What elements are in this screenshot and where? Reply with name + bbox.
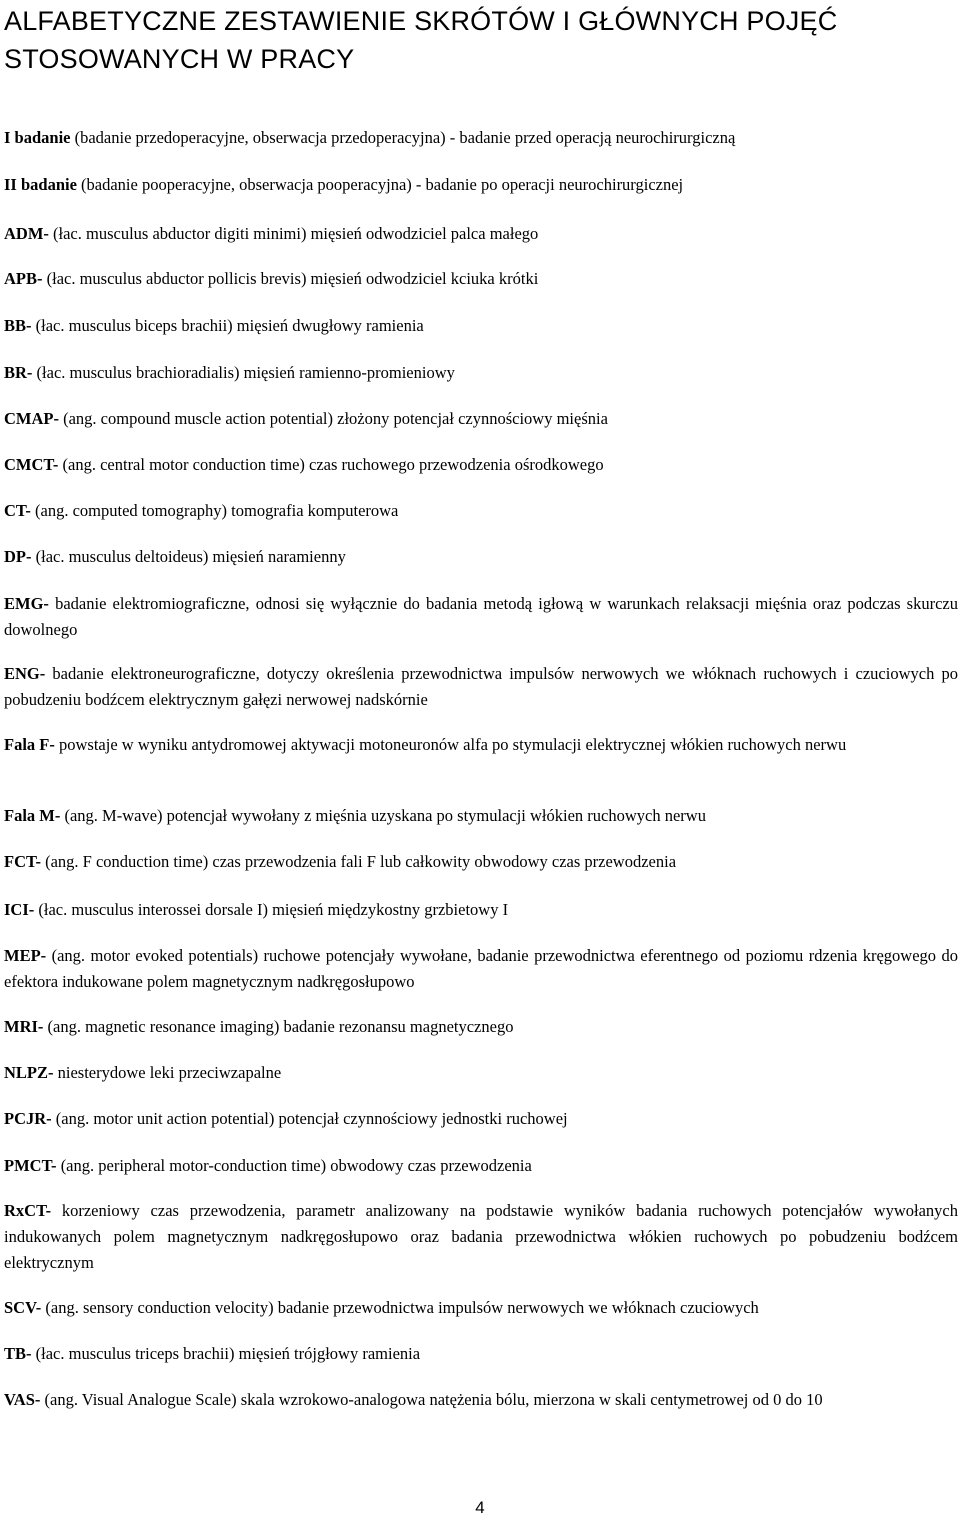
entry-definition: (ang. motor evoked potentials) ruchowe potencjały wywołane, badanie przewodnictwa eferentnego od poziomu rdzenia kręgowego do efektora indukowane polem magnetycznym nadkręgosłupowo	[4, 946, 958, 991]
list-item	[4, 406, 958, 432]
entry-definition: (ang. central motor conduction time) czas ruchowego przewodzenia ośrodkowego	[58, 455, 604, 474]
list-item	[4, 1153, 958, 1179]
entry-term: VAS-	[4, 1390, 41, 1409]
entry-term: NLPZ-	[4, 1063, 54, 1082]
entry-definition: (ang. motor unit action potential) potencjał czynnościowy jednostki ruchowej	[51, 1109, 568, 1128]
entry-term: ICI-	[4, 900, 35, 919]
entry-definition: (ang. magnetic resonance imaging) badanie rezonansu magnetycznego	[43, 1017, 514, 1036]
entry-definition: (ang. compound muscle action potential) złożony potencjał czynnościowy mięśnia	[58, 409, 608, 428]
list-item	[4, 1341, 958, 1367]
entry-term: SCV-	[4, 1298, 42, 1317]
entry-definition: (badanie przedoperacyjne, obserwacja przedoperacyjna) - badanie przed operacją neurochirurgiczną	[70, 128, 736, 147]
entry-term: MRI-	[4, 1017, 44, 1036]
list-item	[4, 221, 958, 247]
entry-term: RxCT-	[4, 1201, 52, 1220]
entry-term: ADM-	[4, 224, 49, 243]
list-item	[4, 544, 958, 570]
entry-definition: (ang. F conduction time) czas przewodzenia fali F lub całkowity obwodowy czas przewodzenia	[40, 852, 677, 871]
entry-definition: badanie elektromiograficzne, odnosi się wyłącznie do badania metodą igłową w warunkach relaksacji mięśnia oraz podczas skurczu dowolnego	[4, 594, 958, 639]
entry-term: DP-	[4, 547, 32, 566]
list-item	[4, 1106, 958, 1132]
entry-term: APB-	[4, 269, 43, 288]
page-number: 4	[475, 1498, 485, 1517]
list-item	[4, 1014, 958, 1040]
entry-definition: powstaje w wyniku antydromowej aktywacji motoneuronów alfa po stymulacji elektrycznej włókien ruchowych nerwu	[54, 735, 847, 754]
entry-definition: (łac. musculus abductor pollicis brevis) mięsień odwodziciel kciuka krótki	[42, 269, 539, 288]
entry-definition: (łac. musculus abductor digiti minimi) mięsień odwodziciel palca małego	[48, 224, 539, 243]
entry-definition: (łac. musculus triceps brachii) mięsień trójgłowy ramienia	[31, 1344, 421, 1363]
entry-term: FCT-	[4, 852, 41, 871]
entry-definition: korzeniowy czas przewodzenia, parametr analizowany na podstawie wyników badania ruchowych potencjałów wywołanych indukowanych polem magnetycznym nadkręgosłupowo oraz badania przewodnictwa włókien ruchowych po pobudzeniu bodźcem elektrycznym	[4, 1201, 958, 1272]
entry-term: CT-	[4, 501, 31, 520]
entry-definition: niesterydowe leki przeciwzapalne	[53, 1063, 282, 1082]
list-item	[4, 360, 958, 386]
entry-definition: (łac. musculus biceps brachii) mięsień dwugłowy ramienia	[31, 316, 424, 335]
list-item	[4, 849, 958, 875]
entry-term: ENG-	[4, 664, 46, 683]
entry-definition: (łac. musculus interossei dorsale I) mięsień międzykostny grzbietowy I	[34, 900, 509, 919]
entry-definition: (ang. M-wave) potencjał wywołany z mięśnia uzyskana po stymulacji włókien ruchowych nerwu	[60, 806, 706, 825]
entry-term: PCJR-	[4, 1109, 52, 1128]
list-item	[4, 452, 958, 478]
entry-term: BB-	[4, 316, 32, 335]
entry-definition: (ang. peripheral motor-conduction time) obwodowy czas przewodzenia	[56, 1156, 532, 1175]
entry-term: Fala M-	[4, 806, 61, 825]
list-item	[4, 1060, 958, 1086]
list-item	[4, 1295, 958, 1321]
entry-definition: (łac. musculus deltoideus) mięsień naramienny	[31, 547, 346, 566]
entry-term: MEP-	[4, 946, 47, 965]
list-item	[4, 172, 958, 198]
entry-term: PMCT-	[4, 1156, 57, 1175]
entry-definition: (ang. computed tomography) tomografia komputerowa	[30, 501, 399, 520]
entry-term: II badanie	[4, 175, 77, 194]
list-item	[4, 803, 958, 829]
list-item	[4, 125, 958, 151]
list-item	[4, 313, 958, 339]
entry-term: EMG-	[4, 594, 49, 613]
list-item	[4, 1198, 958, 1276]
entry-term: CMAP-	[4, 409, 59, 428]
list-item	[4, 897, 958, 923]
entry-term: BR-	[4, 363, 33, 382]
entry-term: Fala F-	[4, 735, 55, 754]
entry-definition: (łac. musculus brachioradialis) mięsień ramienno-promieniowy	[32, 363, 455, 382]
list-item	[4, 591, 958, 643]
entry-term: I badanie	[4, 128, 71, 147]
entry-definition: (badanie pooperacyjne, obserwacja pooperacyjna) - badanie po operacji neurochirurgicznej	[76, 175, 684, 194]
entry-term: TB-	[4, 1344, 32, 1363]
list-item	[4, 498, 958, 524]
list-item	[4, 1387, 958, 1413]
list-item	[4, 266, 958, 292]
entry-term: CMCT-	[4, 455, 59, 474]
entry-definition: badanie elektroneurograficzne, dotyczy określenia przewodnictwa impulsów nerwowych we włóknach ruchowych i czuciowych po pobudzeniu bodźcem elektrycznym gałęzi nerwowej nadskórnie	[4, 664, 958, 709]
entry-definition: (ang. sensory conduction velocity) badanie przewodnictwa impulsów nerwowych we włóknach czuciowych	[41, 1298, 759, 1317]
page-title: ALFABETYCZNE ZESTAWIENIE SKRÓTÓW I GŁÓWNYCH POJĘĆ STOSOWANYCH W PRACY	[4, 6, 838, 74]
list-item	[4, 732, 958, 758]
list-item	[4, 661, 958, 713]
list-item	[4, 943, 958, 995]
entry-definition: (ang. Visual Analogue Scale) skala wzrokowo-analogowa natężenia bólu, mierzona w skali centymetrowej od 0 do 10	[40, 1390, 823, 1409]
